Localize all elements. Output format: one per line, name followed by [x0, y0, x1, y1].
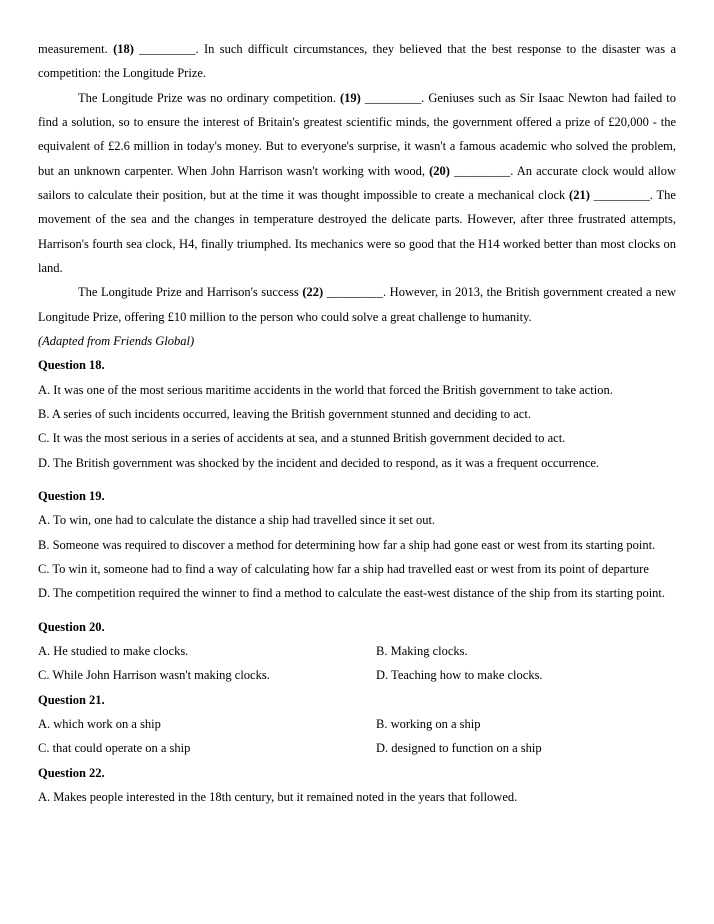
question-21-option-d: D. designed to function on a ship [376, 741, 542, 756]
question-21-option-row-1 [38, 712, 676, 736]
question-19-option-d: D. The competition required the winner to find a method to calculate the east-west distance of the ship from its starting point. [38, 586, 666, 601]
question-20-option-row-1 [38, 639, 676, 663]
passage-paragraph-2: The Longitude Prize was no ordinary competition. (19) _________. Geniuses such as Sir Isaac Newton had failed to find a solution, so to ensure the interest of Britain's greatest scientific minds, the government offered a prize of £20,000 - the equivalent of £2.6 million in today's money. But to everyone's surprise, it wasn't a famous academic who solved the problem, but an unknown carpenter. When John Harrison wasn't working with wood, (20) _________. An accurate clock would allow sailors to calculate their position, but at the time it was thought impossible to create a mechanical clock (21) _________. The movement of the sea and the changes in temperature destroyed the delicate parts. However, after three frustrated attempts, Harrison's fourth sea clock, H4, finally triumphed. Its mechanics were so good that the H14 worked better than most clocks on land. [38, 90, 676, 275]
question-21-option-row-2 [38, 736, 676, 760]
question-22-option-a: A. Makes people interested in the 18th century, but it remained noted in the years that followed. [38, 789, 518, 804]
question-block-19 [38, 484, 676, 606]
passage-source-note: (Adapted from Friends Global) [38, 333, 195, 348]
question-18-heading: Question 18. [38, 358, 105, 373]
question-block-18 [38, 353, 676, 475]
question-20-option-b: B. Making clocks. [376, 643, 468, 658]
question-20-option-d: D. Teaching how to make clocks. [376, 668, 543, 683]
question-block-20 [38, 615, 676, 688]
reading-passage [38, 37, 676, 353]
question-block-21 [38, 688, 676, 761]
question-22-heading: Question 22. [38, 765, 105, 780]
question-21-option-c: C. that could operate on a ship [38, 741, 191, 756]
question-19-heading: Question 19. [38, 488, 105, 503]
passage-paragraph-3: The Longitude Prize and Harrison's success (22) _________. However, in 2013, the British government created a new Longitude Prize, offering £10 million to the person who could solve a great challenge to humanity. [38, 285, 676, 324]
question-20-heading: Question 20. [38, 619, 105, 634]
passage-paragraph-1: measurement. (18) _________. In such difficult circumstances, they believed that the best response to the disaster was a competition: the Longitude Prize. [38, 42, 676, 81]
question-18-option-b: B. A series of such incidents occurred, leaving the British government stunned and deciding to act. [38, 406, 531, 421]
question-20-option-a: A. He studied to make clocks. [38, 643, 189, 658]
question-19-option-b: B. Someone was required to discover a method for determining how far a ship had gone east or west from its starting point. [38, 537, 656, 552]
question-block-22 [38, 761, 676, 810]
question-18-option-c: C. It was the most serious in a series of accidents at sea, and a stunned British government decided to act. [38, 431, 566, 446]
question-18-option-d: D. The British government was shocked by the incident and decided to respond, as it was a frequent occurrence. [38, 455, 600, 470]
question-21-heading: Question 21. [38, 692, 105, 707]
question-20-option-c: C. While John Harrison wasn't making clocks. [38, 668, 270, 683]
question-18-option-a: A. It was one of the most serious maritime accidents in the world that forced the British government to take action. [38, 382, 613, 397]
question-20-option-row-2 [38, 663, 676, 687]
question-21-option-a: A. which work on a ship [38, 716, 161, 731]
question-19-option-c: C. To win it, someone had to find a way of calculating how far a ship had travelled east or west from its point of departure [38, 561, 649, 576]
question-19-option-a: A. To win, one had to calculate the distance a ship had travelled since it set out. [38, 513, 436, 528]
question-21-option-b: B. working on a ship [376, 716, 481, 731]
